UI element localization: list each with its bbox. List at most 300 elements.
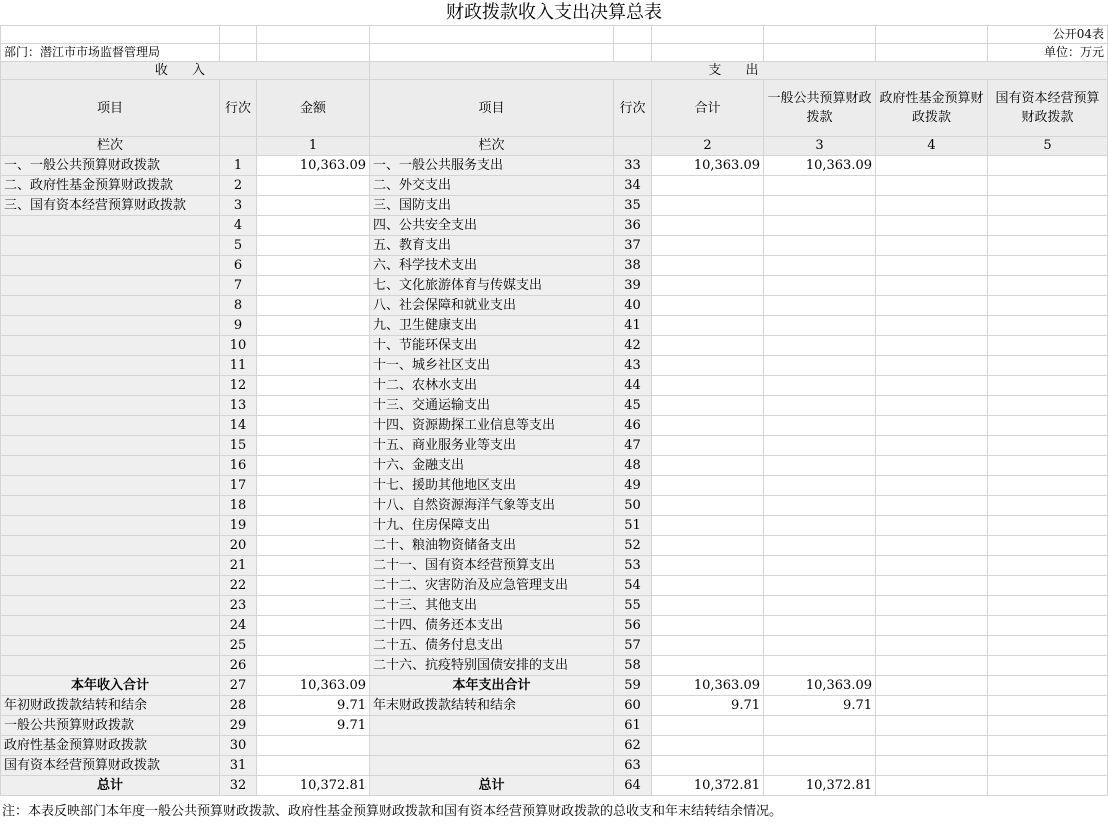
general-budget-amount <box>764 556 876 576</box>
expense-total <box>652 276 764 296</box>
table-row <box>1 196 1108 216</box>
income-row-no: 10 <box>220 336 257 356</box>
report-title: 财政拨款收入支出决算总表 <box>446 2 662 23</box>
fund-budget-amount <box>876 316 988 336</box>
general-budget-amount <box>764 516 876 536</box>
fund-budget-amount <box>876 656 988 676</box>
general-budget-amount <box>764 636 876 656</box>
expense-item: 十五、商业服务业等支出 <box>370 436 614 456</box>
fund-budget-amount <box>876 396 988 416</box>
income-amount <box>257 616 370 636</box>
expense-item: 十八、自然资源海洋气象等支出 <box>370 496 614 516</box>
expense-row-no: 62 <box>614 736 652 756</box>
state-capital-amount <box>988 476 1108 496</box>
fund-budget-amount <box>876 596 988 616</box>
income-row-no: 31 <box>220 756 257 776</box>
summary-row <box>1 716 1108 736</box>
state-capital-amount <box>988 296 1108 316</box>
general-budget-amount <box>764 756 876 776</box>
table-row <box>1 256 1108 276</box>
state-capital-amount <box>988 596 1108 616</box>
expense-item: 十一、城乡社区支出 <box>370 356 614 376</box>
expense-item: 八、社会保障和就业支出 <box>370 296 614 316</box>
expense-total: 10,363.09 <box>652 676 764 696</box>
income-item <box>1 256 220 276</box>
fund-budget-amount <box>876 456 988 476</box>
expense-item: 十四、资源勘探工业信息等支出 <box>370 416 614 436</box>
general-budget-amount <box>764 496 876 516</box>
income-amount <box>257 196 370 216</box>
general-budget-amount <box>764 536 876 556</box>
expense-row-no: 51 <box>614 516 652 536</box>
expense-row-no: 52 <box>614 536 652 556</box>
fund-budget-amount <box>876 696 988 716</box>
income-item <box>1 476 220 496</box>
general-budget-amount <box>764 656 876 676</box>
expense-row-no: 42 <box>614 336 652 356</box>
income-amount <box>257 336 370 356</box>
fund-budget-amount <box>876 296 988 316</box>
income-row-no: 21 <box>220 556 257 576</box>
expense-item <box>370 736 614 756</box>
general-budget-header: 一般公共预算财政拨款 <box>764 80 876 137</box>
expense-item: 十七、援助其他地区支出 <box>370 476 614 496</box>
expense-total <box>652 456 764 476</box>
income-item <box>1 456 220 476</box>
expense-total <box>652 316 764 336</box>
general-budget-amount <box>764 436 876 456</box>
table-row <box>1 376 1108 396</box>
general-budget-amount <box>764 616 876 636</box>
general-budget-amount <box>764 396 876 416</box>
table-row <box>1 436 1108 456</box>
expense-item: 二十三、其他支出 <box>370 596 614 616</box>
income-amount <box>257 476 370 496</box>
income-item <box>1 236 220 256</box>
summary-row <box>1 736 1108 756</box>
income-row-no: 9 <box>220 316 257 336</box>
summary-row <box>1 756 1108 776</box>
income-amount: 10,372.81 <box>257 776 370 796</box>
unit-label: 单位：万元 <box>988 44 1108 62</box>
expense-total: 10,363.09 <box>652 156 764 176</box>
state-capital-amount <box>988 196 1108 216</box>
income-amount <box>257 376 370 396</box>
expense-total <box>652 376 764 396</box>
expense-item: 六、科学技术支出 <box>370 256 614 276</box>
income-item <box>1 436 220 456</box>
fund-budget-amount <box>876 336 988 356</box>
table-row <box>1 296 1108 316</box>
fund-budget-amount <box>876 256 988 276</box>
income-row-no: 7 <box>220 276 257 296</box>
income-amount <box>257 216 370 236</box>
expense-total <box>652 596 764 616</box>
summary-row <box>1 676 1108 696</box>
income-row-no: 18 <box>220 496 257 516</box>
expense-row-no: 49 <box>614 476 652 496</box>
income-amount <box>257 176 370 196</box>
expense-total <box>652 716 764 736</box>
state-capital-header: 国有资本经营预算财政拨款 <box>988 80 1108 137</box>
income-amount <box>257 756 370 776</box>
state-capital-amount <box>988 616 1108 636</box>
income-row-no: 8 <box>220 296 257 316</box>
expense-total <box>652 416 764 436</box>
general-budget-amount: 10,363.09 <box>764 676 876 696</box>
expense-row-no: 57 <box>614 636 652 656</box>
income-item <box>1 556 220 576</box>
income-amount: 10,363.09 <box>257 156 370 176</box>
expense-row-no: 43 <box>614 356 652 376</box>
summary-row <box>1 696 1108 716</box>
expense-row-no: 54 <box>614 576 652 596</box>
state-capital-amount <box>988 396 1108 416</box>
expense-total <box>652 736 764 756</box>
income-row-no: 23 <box>220 596 257 616</box>
income-amount: 10,363.09 <box>257 676 370 696</box>
table-row <box>1 496 1108 516</box>
income-amount <box>257 236 370 256</box>
fund-budget-amount <box>876 416 988 436</box>
footnote: 注：本表反映部门本年度一般公共预算财政拨款、政府性基金预算财政拨款和国有资本经营预算财政拨款的总收支和年末结转结余情况。 <box>2 804 783 819</box>
expense-row-no: 53 <box>614 556 652 576</box>
fund-budget-amount <box>876 556 988 576</box>
expense-item-header: 项目 <box>370 80 614 137</box>
fund-budget-amount <box>876 376 988 396</box>
income-item <box>1 536 220 556</box>
table-row <box>1 476 1108 496</box>
table-row <box>1 576 1108 596</box>
expense-row-no: 34 <box>614 176 652 196</box>
state-capital-amount <box>988 356 1108 376</box>
income-amount <box>257 456 370 476</box>
expense-row-no: 36 <box>614 216 652 236</box>
expense-row-no: 63 <box>614 756 652 776</box>
income-row-no: 29 <box>220 716 257 736</box>
expense-item: 九、卫生健康支出 <box>370 316 614 336</box>
income-item <box>1 276 220 296</box>
income-row-no: 5 <box>220 236 257 256</box>
col-num-1: 1 <box>257 137 370 156</box>
income-amount <box>257 496 370 516</box>
income-row-no: 13 <box>220 396 257 416</box>
general-budget-amount <box>764 176 876 196</box>
fund-budget-amount <box>876 236 988 256</box>
table-row <box>1 456 1108 476</box>
income-row-no: 14 <box>220 416 257 436</box>
state-capital-amount <box>988 656 1108 676</box>
expense-total <box>652 336 764 356</box>
table-row <box>1 356 1108 376</box>
expense-row-no: 59 <box>614 676 652 696</box>
expense-total <box>652 616 764 636</box>
general-budget-amount <box>764 356 876 376</box>
expense-item: 二十二、灾害防治及应急管理支出 <box>370 576 614 596</box>
expense-item: 年末财政拨款结转和结余 <box>370 696 614 716</box>
income-item <box>1 596 220 616</box>
state-capital-amount <box>988 776 1108 796</box>
income-row-no: 28 <box>220 696 257 716</box>
expense-row-no: 48 <box>614 456 652 476</box>
expense-total <box>652 396 764 416</box>
income-row-no: 30 <box>220 736 257 756</box>
state-capital-amount <box>988 376 1108 396</box>
state-capital-amount <box>988 436 1108 456</box>
general-budget-amount <box>764 276 876 296</box>
state-capital-amount <box>988 276 1108 296</box>
income-row-no: 16 <box>220 456 257 476</box>
fund-budget-amount <box>876 756 988 776</box>
income-row-no: 4 <box>220 216 257 236</box>
expense-item: 四、公共安全支出 <box>370 216 614 236</box>
fund-budget-amount <box>876 636 988 656</box>
income-row-no: 6 <box>220 256 257 276</box>
income-col-label: 栏次 <box>1 137 220 156</box>
income-amount <box>257 356 370 376</box>
expense-total <box>652 236 764 256</box>
fund-budget-amount <box>876 496 988 516</box>
fund-budget-amount <box>876 716 988 736</box>
general-budget-amount: 10,372.81 <box>764 776 876 796</box>
expense-total <box>652 436 764 456</box>
state-capital-amount <box>988 156 1108 176</box>
income-item: 国有资本经营预算财政拨款 <box>1 756 220 776</box>
state-capital-amount <box>988 496 1108 516</box>
income-item <box>1 416 220 436</box>
expense-item: 十六、金融支出 <box>370 456 614 476</box>
state-capital-amount <box>988 336 1108 356</box>
income-item <box>1 356 220 376</box>
general-budget-amount <box>764 256 876 276</box>
income-amount <box>257 536 370 556</box>
expense-row-no: 44 <box>614 376 652 396</box>
income-amount <box>257 296 370 316</box>
expense-total <box>652 556 764 576</box>
col-num-4: 4 <box>876 137 988 156</box>
table-row <box>1 536 1108 556</box>
table-row <box>1 556 1108 576</box>
expense-item: 一、一般公共服务支出 <box>370 156 614 176</box>
fund-budget-amount <box>876 156 988 176</box>
table-row <box>1 276 1108 296</box>
income-item <box>1 376 220 396</box>
expense-row-no: 58 <box>614 656 652 676</box>
fund-budget-amount <box>876 276 988 296</box>
table-row <box>1 656 1108 676</box>
expense-row-no: 38 <box>614 256 652 276</box>
expense-total <box>652 756 764 776</box>
expense-total <box>652 576 764 596</box>
expense-row-no: 40 <box>614 296 652 316</box>
expense-total <box>652 516 764 536</box>
income-row-no: 3 <box>220 196 257 216</box>
expense-item: 十二、农林水支出 <box>370 376 614 396</box>
income-amount: 9.71 <box>257 696 370 716</box>
expense-row-no: 33 <box>614 156 652 176</box>
expense-total <box>652 256 764 276</box>
income-amount-header: 金额 <box>257 80 370 137</box>
general-budget-amount <box>764 216 876 236</box>
fund-budget-amount <box>876 676 988 696</box>
general-budget-amount <box>764 596 876 616</box>
income-amount <box>257 436 370 456</box>
state-capital-amount <box>988 456 1108 476</box>
income-row-no: 26 <box>220 656 257 676</box>
income-amount <box>257 276 370 296</box>
state-capital-amount <box>988 236 1108 256</box>
state-capital-amount <box>988 636 1108 656</box>
expense-item <box>370 716 614 736</box>
state-capital-amount <box>988 316 1108 336</box>
income-item: 总计 <box>1 776 220 796</box>
income-row-no: 32 <box>220 776 257 796</box>
expense-item: 二十五、债务付息支出 <box>370 636 614 656</box>
col-num-5: 5 <box>988 137 1108 156</box>
income-row-no: 27 <box>220 676 257 696</box>
income-row-no: 19 <box>220 516 257 536</box>
income-item: 本年收入合计 <box>1 676 220 696</box>
income-item: 一、一般公共预算财政拨款 <box>1 156 220 176</box>
state-capital-amount <box>988 556 1108 576</box>
general-budget-amount <box>764 576 876 596</box>
fund-budget-amount <box>876 576 988 596</box>
table-row <box>1 176 1108 196</box>
income-item: 政府性基金预算财政拨款 <box>1 736 220 756</box>
income-amount <box>257 256 370 276</box>
expense-item: 七、文化旅游体育与传媒支出 <box>370 276 614 296</box>
expense-total <box>652 636 764 656</box>
expense-total <box>652 196 764 216</box>
expense-row-no: 47 <box>614 436 652 456</box>
income-item <box>1 336 220 356</box>
income-item <box>1 316 220 336</box>
expense-total <box>652 216 764 236</box>
expense-total-header: 合计 <box>652 80 764 137</box>
expense-row-no-header: 行次 <box>614 80 652 137</box>
fund-budget-amount <box>876 196 988 216</box>
table-row <box>1 616 1108 636</box>
table-row <box>1 636 1108 656</box>
expense-row-no: 56 <box>614 616 652 636</box>
state-capital-amount <box>988 716 1108 736</box>
expense-item: 三、国防支出 <box>370 196 614 216</box>
general-budget-amount: 10,363.09 <box>764 156 876 176</box>
income-amount <box>257 576 370 596</box>
expense-section-header: 支 出 <box>370 62 1108 80</box>
expense-row-no: 61 <box>614 716 652 736</box>
income-item <box>1 616 220 636</box>
income-amount <box>257 556 370 576</box>
expense-row-no: 50 <box>614 496 652 516</box>
fund-budget-header: 政府性基金预算财政拨款 <box>876 80 988 137</box>
state-capital-amount <box>988 216 1108 236</box>
general-budget-amount <box>764 296 876 316</box>
general-budget-amount <box>764 416 876 436</box>
fund-budget-amount <box>876 176 988 196</box>
fund-budget-amount <box>876 736 988 756</box>
general-budget-amount <box>764 336 876 356</box>
income-row-no: 12 <box>220 376 257 396</box>
expense-item: 二、外交支出 <box>370 176 614 196</box>
expense-item: 十三、交通运输支出 <box>370 396 614 416</box>
state-capital-amount <box>988 696 1108 716</box>
income-row-no: 2 <box>220 176 257 196</box>
fund-budget-amount <box>876 536 988 556</box>
form-code: 公开04表 <box>988 26 1108 44</box>
expense-item: 二十四、债务还本支出 <box>370 616 614 636</box>
general-budget-amount <box>764 316 876 336</box>
income-item: 二、政府性基金预算财政拨款 <box>1 176 220 196</box>
table-row <box>1 316 1108 336</box>
expense-row-no: 55 <box>614 596 652 616</box>
income-amount <box>257 416 370 436</box>
income-row-no: 20 <box>220 536 257 556</box>
income-item <box>1 516 220 536</box>
state-capital-amount <box>988 676 1108 696</box>
income-amount <box>257 636 370 656</box>
table-row <box>1 216 1108 236</box>
income-amount: 9.71 <box>257 716 370 736</box>
expense-row-no: 39 <box>614 276 652 296</box>
table-row <box>1 156 1108 176</box>
expense-total <box>652 656 764 676</box>
expense-col-label: 栏次 <box>370 137 614 156</box>
expense-row-no: 60 <box>614 696 652 716</box>
income-item <box>1 396 220 416</box>
income-item-header: 项目 <box>1 80 220 137</box>
income-item <box>1 216 220 236</box>
general-budget-amount <box>764 456 876 476</box>
expense-total <box>652 496 764 516</box>
expense-row-no: 37 <box>614 236 652 256</box>
general-budget-amount: 9.71 <box>764 696 876 716</box>
income-row-no: 25 <box>220 636 257 656</box>
expense-total: 10,372.81 <box>652 776 764 796</box>
expense-row-no: 41 <box>614 316 652 336</box>
general-budget-amount <box>764 476 876 496</box>
expense-item: 十、节能环保支出 <box>370 336 614 356</box>
state-capital-amount <box>988 536 1108 556</box>
income-row-no: 22 <box>220 576 257 596</box>
state-capital-amount <box>988 736 1108 756</box>
expense-item: 本年支出合计 <box>370 676 614 696</box>
income-item: 年初财政拨款结转和结余 <box>1 696 220 716</box>
fund-budget-amount <box>876 516 988 536</box>
expense-total <box>652 476 764 496</box>
summary-row <box>1 776 1108 796</box>
expense-row-no: 35 <box>614 196 652 216</box>
general-budget-amount <box>764 376 876 396</box>
expense-item: 二十、粮油物资储备支出 <box>370 536 614 556</box>
table-row <box>1 516 1108 536</box>
general-budget-amount <box>764 196 876 216</box>
income-amount <box>257 316 370 336</box>
expense-row-no: 64 <box>614 776 652 796</box>
expense-total <box>652 356 764 376</box>
fund-budget-amount <box>876 776 988 796</box>
expense-item: 二十六、抗疫特别国债安排的支出 <box>370 656 614 676</box>
expense-item: 总计 <box>370 776 614 796</box>
table-row <box>1 236 1108 256</box>
expense-item <box>370 756 614 776</box>
fund-budget-amount <box>876 356 988 376</box>
income-row-no: 15 <box>220 436 257 456</box>
budget-table <box>0 25 1108 796</box>
income-amount <box>257 596 370 616</box>
income-item <box>1 636 220 656</box>
expense-item: 二十一、国有资本经营预算支出 <box>370 556 614 576</box>
